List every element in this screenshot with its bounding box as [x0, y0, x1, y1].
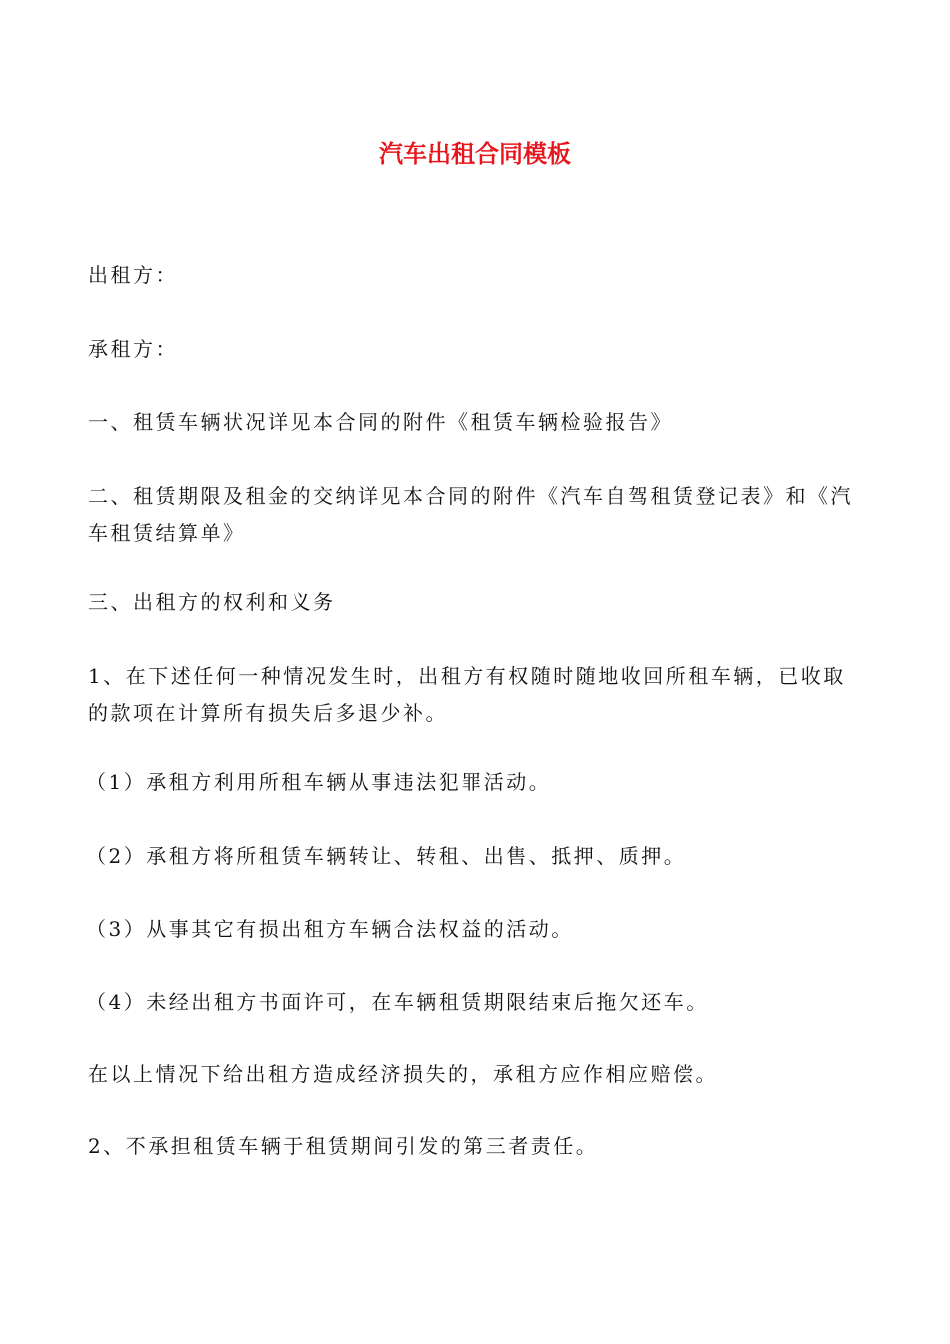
lessee-line: 承租方： — [88, 337, 178, 361]
clause-3-heading: 三、出租方的权利和义务 — [88, 590, 336, 614]
sub-item-3: （3）从事其它有损出租方车辆合法权益的活动。 — [86, 917, 574, 941]
clause-3-item-1: 1、在下述任何一种情况发生时，出租方有权随时随地收回所租车辆，已收取的款项在计算所有损失后多退少补。 — [88, 664, 846, 725]
sub-item-1: （1）承租方利用所租车辆从事违法犯罪活动。 — [86, 770, 552, 794]
compensation-note: 在以上情况下给出租方造成经济损失的，承租方应作相应赔偿。 — [88, 1062, 718, 1086]
clause-2: 二、租赁期限及租金的交纳详见本合同的附件《汽车自驾租赁登记表》和《汽车租赁结算单》 — [88, 484, 853, 545]
clause-3-item-2: 2、不承担租赁车辆于租赁期间引发的第三者责任。 — [88, 1134, 599, 1158]
clause-1: 一、租赁车辆状况详见本合同的附件《租赁车辆检验报告》 — [88, 410, 673, 434]
lessor-line: 出租方： — [88, 263, 178, 287]
document-title: 汽车出租合同模板 — [379, 140, 571, 168]
sub-item-4: （4）未经出租方书面许可，在车辆租赁期限结束后拖欠还车。 — [86, 990, 709, 1014]
sub-item-2: （2）承租方将所租赁车辆转让、转租、出售、抵押、质押。 — [86, 844, 687, 868]
